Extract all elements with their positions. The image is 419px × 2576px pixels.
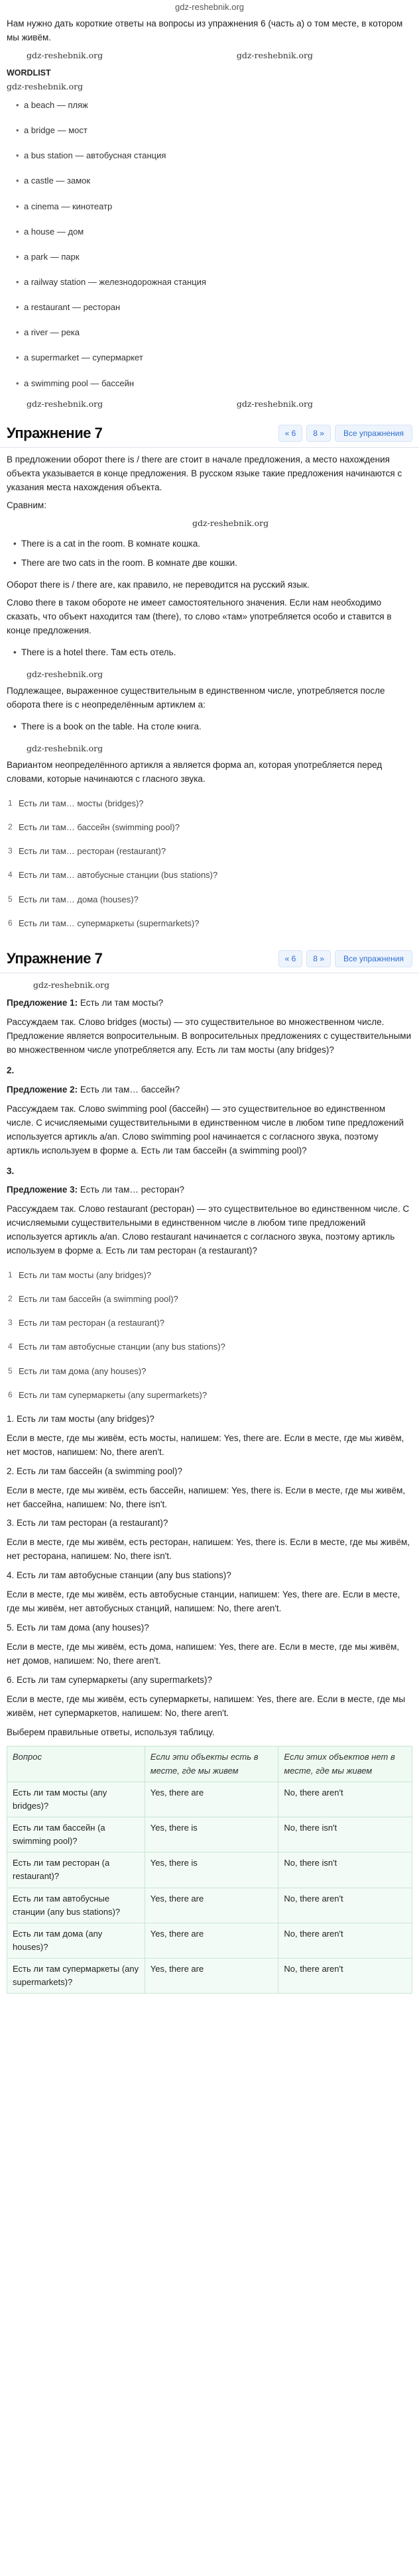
- table-intro: Выберем правильные ответы, используя таблицу.: [7, 1727, 215, 1737]
- question-item: 6 Есть ли там… супермаркеты (supermarkets)?: [8, 918, 200, 928]
- intro-text: Нам нужно дать короткие ответы на вопросы из упражнения 6 (часть а) о том месте, в котором мы живём.: [7, 19, 403, 42]
- table-header-row: [7, 1746, 412, 1782]
- answer-text: Если в месте, где мы живём, есть автобусные станции, напишем: Yes, there are. Если в месте, где мы живём, нет автобусных станций, напишем: No, there aren't.: [7, 1589, 400, 1614]
- exercise-title: Упражнение 7: [7, 425, 103, 442]
- answer-question: 3. Есть ли там ресторан (a restaurant)?: [7, 1518, 168, 1529]
- answer-question: 4. Есть ли там автобусные станции (any bus stations)?: [7, 1570, 231, 1581]
- exercise-header: [0, 945, 419, 973]
- theory-paragraph: Оборот there is / there are, как правило, не переводится на русский язык.: [7, 580, 310, 590]
- table-cell: Есть ли там дома (any houses)?: [7, 1923, 145, 1958]
- question-item: 3 Есть ли там… ресторан (restaurant)?: [8, 846, 166, 857]
- wordlist-item: • a cinema — кинотеатр: [17, 194, 412, 219]
- table-cell: No, there aren't: [278, 1782, 412, 1817]
- table-cell: No, there aren't: [278, 1959, 412, 1994]
- table-cell: Есть ли там супермаркеты (any supermarkets)?: [7, 1959, 145, 1994]
- answer-text: Если в месте, где мы живём, есть ресторан, напишем: Yes, there is. Если в месте, где мы живём, нет ресторана, напишем: No, there isn't.: [7, 1537, 410, 1562]
- analysis-text: Рассуждаем так. Слово restaurant (ресторан) — это существительное во единственном числе. С исчисляемыми существительными в единственном числе в любом типе предложений используется артикль a/an. Слово restaurant начинается с согласного звука, поэтому артикль используем в форме a. Есть ли там ресторан (a restaurant)?: [7, 1204, 410, 1256]
- watermark: gdz-reshebnik.org: [33, 979, 110, 990]
- wordlist-item: • a railway station — железнодорожная станция: [17, 270, 412, 295]
- answer-text: Если в месте, где мы живём, есть мосты, напишем: Yes, there are. Если в месте, где мы живём, нет мостов, напишем: No, there aren't.: [7, 1432, 404, 1457]
- watermark: gdz-reshebnik.org: [27, 398, 103, 409]
- answer-question: 2. Есть ли там бассейн (a swimming pool)?: [7, 1466, 183, 1476]
- table-cell: Yes, there are: [145, 1959, 278, 1994]
- exercise-nav: [278, 425, 412, 443]
- answer-question: 1. Есть ли там мосты (any bridges)?: [7, 1413, 154, 1424]
- table-cell: Есть ли там бассейн (a swimming pool)?: [7, 1817, 145, 1852]
- table-cell: Yes, there are: [145, 1782, 278, 1817]
- next-exercise-button[interactable]: 8 »: [306, 425, 331, 443]
- question-item: 3 Есть ли там ресторан (a restaurant)?: [8, 1318, 164, 1328]
- answer-question: 5. Есть ли там дома (any houses)?: [7, 1622, 149, 1633]
- prev-exercise-button[interactable]: « 6: [278, 425, 303, 443]
- wordlist-item: • a bridge — мост: [17, 118, 412, 143]
- watermark-row: [7, 398, 412, 410]
- exercise-nav: [278, 950, 412, 968]
- answer-table: [7, 1746, 412, 1994]
- analysis-heading: Предложение 1: Есть ли там мосты?: [7, 998, 164, 1008]
- wordlist: [7, 93, 412, 396]
- question-item: 6 Есть ли там супермаркеты (any supermarkets)?: [8, 1389, 208, 1400]
- table-row: [7, 1782, 412, 1817]
- table-cell: Есть ли там мосты (any bridges)?: [7, 1782, 145, 1817]
- question-item: 2 Есть ли там бассейн (a swimming pool)?: [8, 1294, 178, 1305]
- answer-question: 6. Есть ли там супермаркеты (any supermarkets)?: [7, 1674, 212, 1685]
- table-row: [7, 1817, 412, 1852]
- analysis-text: Рассуждаем так. Слово bridges (мосты) — это существительное во множественном числе. Предложение является вопросительным. В вопросительных предложениях с существительными во множественном числе употребляется any. Есть ли там мосты (any bridges)?: [7, 1017, 412, 1055]
- question-item: 5 Есть ли там дома (any houses)?: [8, 1366, 147, 1376]
- theory-paragraph: Подлежащее, выраженное существительным в единственном числе, употребляется после оборота there is с неопределённым артиклем a:: [7, 686, 385, 710]
- table-header-cell: Вопрос: [7, 1746, 145, 1782]
- table-cell: No, there isn't: [278, 1852, 412, 1888]
- all-exercises-button[interactable]: Все упражнения: [335, 950, 412, 968]
- analysis-block: [7, 996, 412, 1258]
- exercise-header: [0, 419, 419, 448]
- site-name[interactable]: gdz-reshebnik.org: [174, 2, 245, 12]
- question-list: [7, 792, 412, 936]
- table-row: [7, 1959, 412, 1994]
- question-item: 4 Есть ли там автобусные станции (any bus stations)?: [8, 1342, 225, 1352]
- analysis-text: Рассуждаем так. Слово swimming pool (бассейн) — это существительное во единственном числе. С исчисляемыми существительными в единственном числе в любом типе предложений используется артикль a/an. Слово swimming pool начинается с согласного звука, поэтому артикль используем в форме a. Есть ли там бассейн (a swimming pool)?: [7, 1103, 404, 1155]
- final-question-list: [7, 1263, 412, 1407]
- example-list: [7, 718, 412, 737]
- question-item: 1 Есть ли там мосты (any bridges)?: [8, 1270, 152, 1281]
- answer-text: Если в месте, где мы живём, есть супермаркеты, напишем: Yes, there are. Если в месте, где мы живём, нет супермаркетов, напишем: No, there aren't.: [7, 1693, 406, 1718]
- watermark: gdz-reshebnik.org: [192, 517, 269, 528]
- analysis-heading: Предложение 2: Есть ли там… бассейн?: [7, 1084, 180, 1095]
- wordlist-item: • a bus station — автобусная станция: [17, 143, 412, 168]
- answer-text: Если в месте, где мы живём, есть дома, напишем: Yes, there are. Если в месте, где мы живём, нет домов, напишем: No, there aren't.: [7, 1641, 400, 1666]
- site-header: [7, 0, 412, 15]
- theory-paragraph: Вариантом неопределённого артикля a является форма an, которая употребляется перед словами, которые начинаются с гласного звука.: [7, 760, 383, 784]
- table-header-cell: Если эти объекты есть в месте, где мы живем: [145, 1746, 278, 1782]
- watermark-row: [7, 49, 412, 62]
- table-cell: No, there isn't: [278, 1817, 412, 1852]
- table-row: [7, 1852, 412, 1888]
- theory-paragraph: Слово there в таком обороте не имеет самостоятельного значения. Если нам необходимо сказать, что объект находится там (there), то слово «там» употребляется особо и ставится в конце предложения.: [7, 597, 392, 635]
- theory-paragraph: В предложении оборот there is / there are стоит в начале предложения, а место нахождения объекта указывается в конце предложения. В русском языке такие предложения начинаются с указания места нахождения объекта.: [7, 455, 402, 492]
- theory-compare: Сравним:: [7, 500, 46, 510]
- example-list: [7, 643, 412, 663]
- analysis-number: 3.: [7, 1165, 15, 1176]
- wordlist-item: • a swimming pool — бассейн: [17, 371, 412, 396]
- wordlist-item: • a supermarket — супермаркет: [17, 345, 412, 370]
- example-item: • There is a hotel there. Там есть отель.: [21, 643, 412, 663]
- watermark: gdz-reshebnik.org: [236, 50, 313, 60]
- wordlist-item: • a house — дом: [17, 219, 412, 244]
- example-item: • There are two cats in the room. В комнате две кошки.: [21, 554, 412, 573]
- all-exercises-button[interactable]: Все упражнения: [335, 425, 412, 443]
- wordlist-item: • a restaurant — ресторан: [17, 295, 412, 320]
- table-cell: Yes, there are: [145, 1888, 278, 1923]
- table-cell: No, there aren't: [278, 1923, 412, 1958]
- wordlist-item: • a park — парк: [17, 244, 412, 270]
- table-cell: Yes, there is: [145, 1852, 278, 1888]
- watermark: gdz-reshebnik.org: [27, 743, 103, 753]
- table-cell: Yes, there are: [145, 1923, 278, 1958]
- example-item: • There is a book on the table. На столе книга.: [21, 718, 412, 737]
- analysis-number: 2.: [7, 1065, 15, 1075]
- table-cell: Есть ли там автобусные станции (any bus stations)?: [7, 1888, 145, 1923]
- table-cell: Yes, there is: [145, 1817, 278, 1852]
- wordlist-item: • a river — река: [17, 320, 412, 345]
- watermark: gdz-reshebnik.org: [236, 398, 313, 409]
- analysis-heading: Предложение 3: Есть ли там… ресторан?: [7, 1185, 184, 1195]
- example-list: [7, 535, 412, 573]
- table-cell: Есть ли там ресторан (a restaurant)?: [7, 1852, 145, 1888]
- question-item: 2 Есть ли там… бассейн (swimming pool)?: [8, 822, 180, 833]
- question-item: 5 Есть ли там… дома (houses)?: [8, 894, 139, 904]
- question-item: 1 Есть ли там… мосты (bridges)?: [8, 798, 144, 808]
- watermark: gdz-reshebnik.org: [7, 81, 84, 91]
- exercise-title: Упражнение 7: [7, 949, 103, 967]
- example-item: • There is a cat in the room. В комнате кошка.: [21, 535, 412, 554]
- watermark: gdz-reshebnik.org: [27, 669, 103, 679]
- wordlist-item: • a beach — пляж: [17, 93, 412, 118]
- next-exercise-button[interactable]: 8 »: [306, 950, 331, 968]
- table-header-cell: Если этих объектов нет в месте, где мы живем: [278, 1746, 412, 1782]
- table-row: [7, 1923, 412, 1958]
- wordlist-title: WORDLIST: [7, 68, 51, 78]
- answer-text: Если в месте, где мы живём, есть бассейн, напишем: Yes, there is. Если в месте, где мы живём, нет бассейна, напишем: No, there isn't.: [7, 1485, 406, 1509]
- watermark: gdz-reshebnik.org: [27, 50, 103, 60]
- table-cell: No, there aren't: [278, 1888, 412, 1923]
- table-row: [7, 1888, 412, 1923]
- prev-exercise-button[interactable]: « 6: [278, 950, 303, 968]
- question-item: 4 Есть ли там… автобусные станции (bus stations)?: [8, 870, 218, 881]
- wordlist-item: • a castle — замок: [17, 168, 412, 193]
- answers-block: [7, 1413, 412, 1721]
